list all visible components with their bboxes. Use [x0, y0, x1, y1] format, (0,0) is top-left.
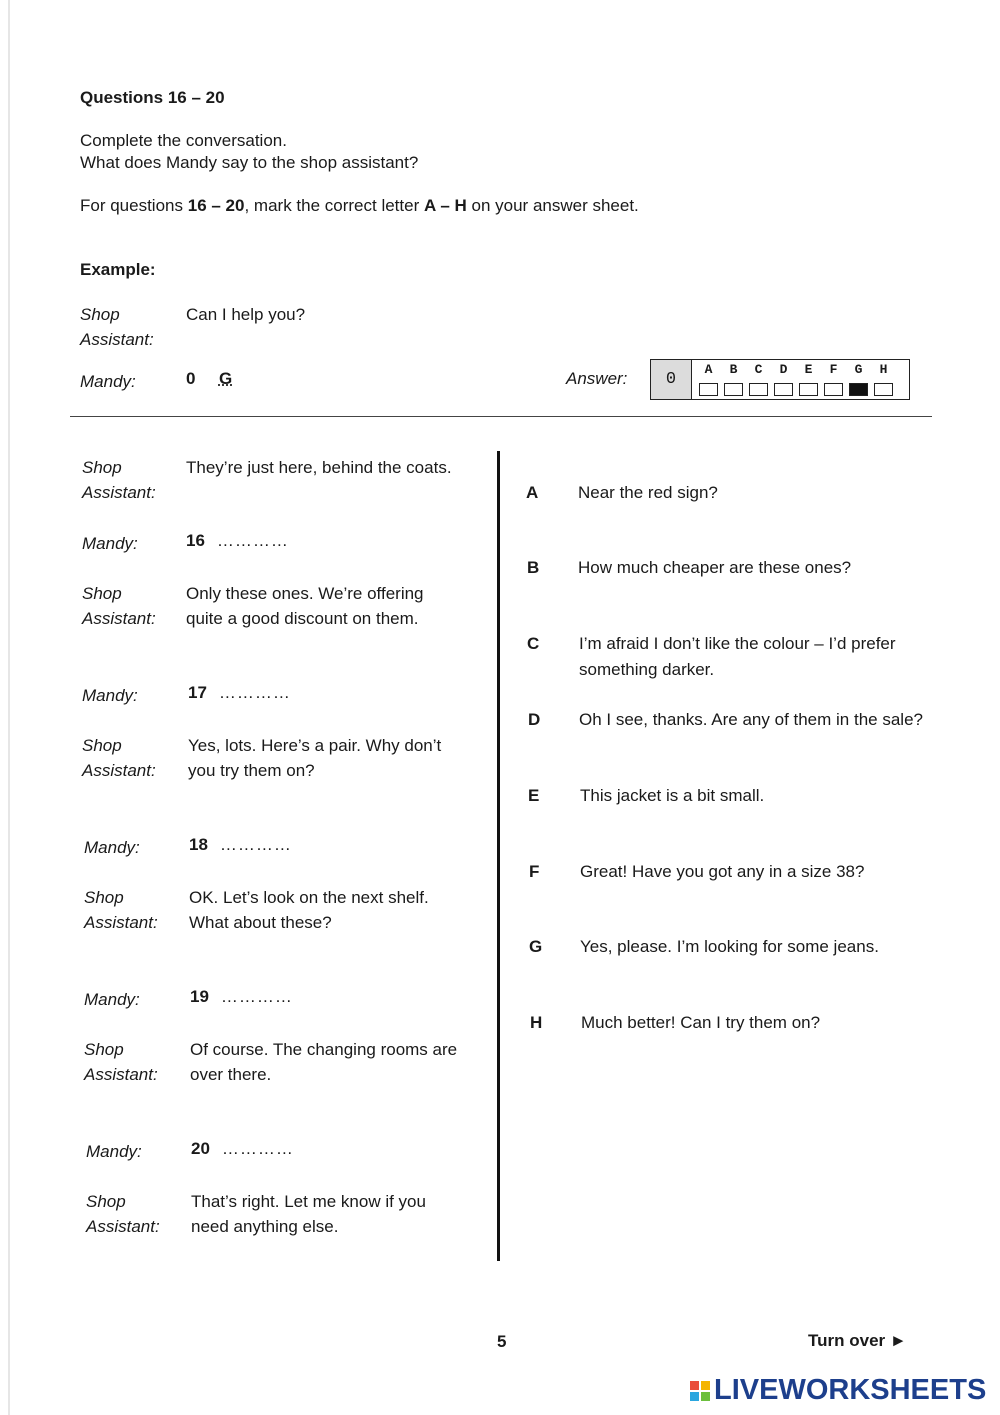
option-letter: D — [528, 710, 541, 729]
speaker-line: Shop — [86, 1192, 126, 1211]
option-text: Much better! Can I try them on? — [581, 1013, 821, 1032]
example-answer-line — [186, 369, 232, 389]
question-19 — [190, 987, 293, 1007]
assistant-line — [190, 1037, 457, 1087]
column-divider — [497, 451, 500, 1261]
answer-sheet-box — [874, 383, 893, 396]
speaker-line: Shop — [80, 305, 120, 324]
logo-tile — [690, 1381, 699, 1390]
speaker-line: Shop — [82, 458, 122, 477]
speaker-mandy: Mandy: — [86, 1142, 142, 1161]
question-number: 17 — [188, 683, 207, 702]
option-text: Great! Have you got any in a size 38? — [580, 862, 865, 881]
option-text: This jacket is a bit small. — [580, 786, 765, 805]
question-number: 18 — [189, 835, 208, 854]
option-letter: B — [527, 558, 540, 577]
option-letter: E — [528, 786, 540, 805]
logo-tile — [701, 1392, 710, 1401]
assistant-line — [186, 455, 452, 480]
instruction-text: , mark the correct letter — [244, 196, 424, 215]
speaker-line: Assistant: — [82, 761, 156, 780]
dialogue-text: Only these ones. We’re offering — [186, 584, 424, 603]
question-range: 16 – 20 — [187, 196, 245, 215]
option-letter: G — [529, 937, 543, 956]
answer-sheet-boxes — [699, 383, 893, 396]
speaker-shop-assistant — [82, 455, 156, 505]
speaker-line: Shop — [84, 888, 124, 907]
answer-sheet-box — [799, 383, 818, 396]
instruction-line-1: Complete the conversation. — [80, 131, 287, 150]
answer-blank[interactable]: ………… — [221, 1139, 294, 1158]
dialogue-text: over there. — [190, 1065, 272, 1084]
answer-blank[interactable]: ………… — [216, 531, 289, 550]
page-number: 5 — [497, 1332, 507, 1351]
option-letter: C — [527, 634, 540, 653]
speaker-line: Assistant: — [84, 1065, 158, 1084]
divider — [70, 416, 932, 417]
answer-sheet-letter: F — [829, 362, 838, 377]
example-number: 0 — [186, 369, 196, 388]
answer-sheet-example — [650, 359, 910, 400]
answer-sheet-letter: G — [854, 362, 863, 377]
option-text: Oh I see, thanks. Are any of them in the sale? — [579, 710, 923, 729]
example-speaker-assistant — [80, 302, 154, 352]
option-letter: A — [526, 483, 539, 502]
example-label: Example: — [80, 260, 156, 279]
question-number: 20 — [191, 1139, 210, 1158]
option-text: How much cheaper are these ones? — [578, 558, 852, 577]
question-18 — [189, 835, 292, 855]
question-number: 19 — [190, 987, 209, 1006]
assistant-line — [186, 581, 424, 631]
answer-sheet-box — [724, 383, 743, 396]
speaker-shop-assistant — [86, 1189, 160, 1239]
instruction-text: For questions — [80, 196, 188, 215]
answer-sheet-box — [774, 383, 793, 396]
option-letter: H — [530, 1013, 543, 1032]
letter-range: A – H — [423, 196, 467, 215]
speaker-line: Assistant: — [86, 1217, 160, 1236]
instruction-line-3 — [80, 196, 639, 216]
answer-sheet-zero: 0 — [651, 360, 692, 399]
dialogue-text: you try them on? — [188, 761, 315, 780]
speaker-line: Shop — [82, 584, 122, 603]
answer-sheet-letters — [699, 362, 893, 377]
answer-sheet-box — [824, 383, 843, 396]
dialogue-text: Of course. The changing rooms are — [190, 1040, 458, 1059]
dialogue-text: quite a good discount on them. — [186, 609, 419, 628]
answer-sheet-box — [699, 383, 718, 396]
speaker-line: Shop — [84, 1040, 124, 1059]
speaker-line: Assistant: — [84, 913, 158, 932]
example-answer: G — [218, 369, 233, 388]
speaker-mandy: Mandy: — [84, 838, 140, 857]
answer-blank[interactable]: ………… — [218, 683, 291, 702]
liveworksheets-logo — [690, 1374, 986, 1407]
dialogue-text: need anything else. — [191, 1217, 339, 1236]
speaker-mandy: Mandy: — [84, 990, 140, 1009]
logo-icon — [690, 1381, 710, 1401]
answer-sheet-letter: C — [754, 362, 763, 377]
answer-sheet-letter: A — [704, 362, 713, 377]
option-text: I’m afraid I don’t like the colour – I’d prefer something darker. — [579, 634, 896, 679]
instruction-text: on your answer sheet. — [466, 196, 639, 215]
speaker-shop-assistant — [84, 885, 158, 935]
speaker-shop-assistant — [84, 1037, 158, 1087]
question-17 — [188, 683, 291, 703]
assistant-line — [191, 1189, 426, 1239]
answer-label: Answer: — [566, 369, 628, 388]
dialogue-text: OK. Let’s look on the next shelf. — [189, 888, 429, 907]
answer-sheet-letter: H — [879, 362, 888, 377]
question-16 — [186, 531, 289, 551]
dialogue-text: They’re just here, behind the coats. — [186, 458, 452, 477]
dialogue-text: Yes, lots. Here’s a pair. Why don’t — [188, 736, 442, 755]
speaker-line: Shop — [82, 736, 122, 755]
speaker-shop-assistant — [82, 733, 156, 783]
logo-tile — [701, 1381, 710, 1390]
instruction-line-2: What does Mandy say to the shop assistant? — [80, 153, 419, 172]
option-letter: F — [529, 862, 540, 881]
speaker-line: Assistant: — [80, 330, 154, 349]
turn-over: Turn over ► — [808, 1331, 907, 1350]
example-speaker-mandy: Mandy: — [80, 372, 136, 391]
speaker-shop-assistant — [82, 581, 156, 631]
example-assistant-line: Can I help you? — [186, 305, 306, 324]
speaker-line: Assistant: — [82, 609, 156, 628]
assistant-line — [188, 733, 441, 783]
speaker-mandy: Mandy: — [82, 686, 138, 705]
option-text: Yes, please. I’m looking for some jeans. — [580, 937, 879, 956]
dialogue-text: What about these? — [189, 913, 332, 932]
answer-blank[interactable]: ………… — [219, 835, 292, 854]
dialogue-text: That’s right. Let me know if you — [191, 1192, 426, 1211]
logo-tile — [690, 1392, 699, 1401]
logo-text: LIVEWORKSHEETS — [714, 1374, 987, 1406]
answer-sheet-box — [849, 383, 868, 396]
answer-sheet-box — [749, 383, 768, 396]
question-number: 16 — [186, 531, 205, 550]
speaker-mandy: Mandy: — [82, 534, 138, 553]
page-edge — [8, 0, 10, 1415]
questions-heading: Questions 16 – 20 — [80, 88, 225, 107]
option-text: Near the red sign? — [578, 483, 718, 502]
answer-blank[interactable]: ………… — [220, 987, 293, 1006]
speaker-line: Assistant: — [82, 483, 156, 502]
answer-sheet-letter: B — [729, 362, 738, 377]
answer-sheet-letter: E — [804, 362, 813, 377]
answer-sheet-letter: D — [779, 362, 788, 377]
question-20 — [191, 1139, 294, 1159]
assistant-line — [189, 885, 429, 935]
